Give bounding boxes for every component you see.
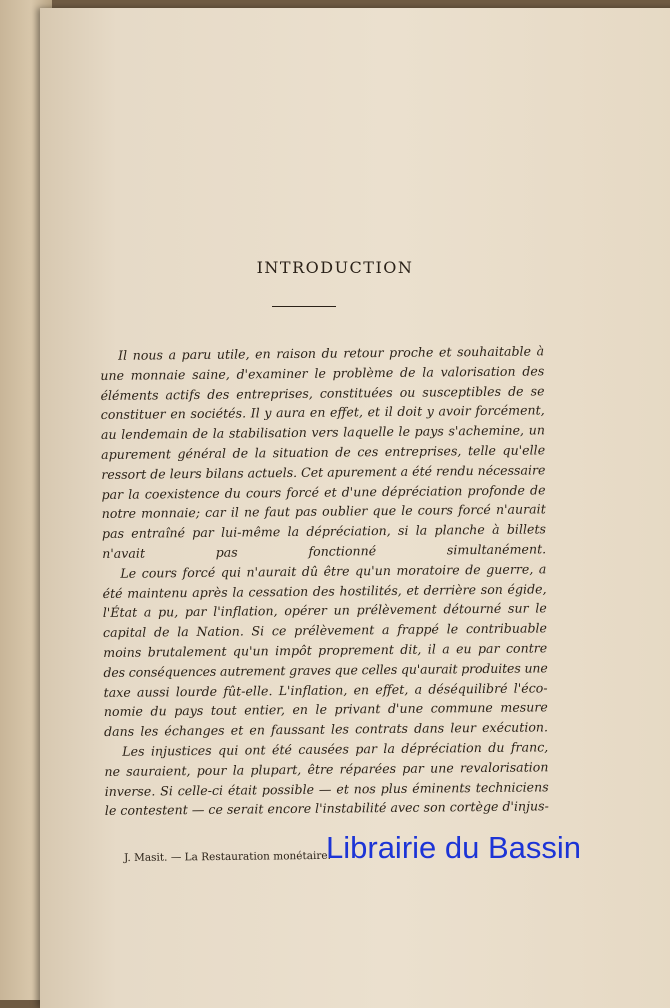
text-line: l'État a pu, par l'inflation, opérer un prélèvement détourné sur le [102, 600, 547, 621]
text-line: éléments actifs des entreprises, constituées ou susceptibles de se [100, 382, 545, 403]
text-line: pas entraîné par lui-même la dépréciation, si la planche à billets [101, 521, 547, 542]
text-line: Les injustices qui ont été causées par la dépréciation du franc, [122, 739, 549, 759]
text-line: ressort de leurs bilans actuels. Cet apurement a été rendu nécessaire [101, 462, 546, 482]
text-line: le contestent — ce serait encore l'instabilité avec son cortège d'injus- [104, 798, 549, 819]
title-rule [272, 306, 336, 307]
text-line: été maintenu après la cessation des hostilités, et derrière son égide, [102, 580, 547, 601]
text-line: ne sauraient, pour la plupart, être réparées par une revalorisation [104, 759, 549, 779]
text-line: constituer en sociétés. Il y aura en effet, et il doit y avoir forcément, [100, 402, 545, 423]
text-line: par la coexistence du cours forcé et d'une dépréciation profonde de [101, 481, 546, 502]
chapter-title: INTRODUCTION [256, 258, 414, 277]
text-line: capital de la Nation. Si ce prélèvement a frappé le contribuable [102, 620, 548, 641]
text-line: des conséquences autrement graves que celles qu'aurait produites une [103, 660, 548, 680]
text-line: inverse. Si celle-ci était possible — et nos plus éminents techniciens [104, 778, 549, 799]
text-line: moins brutalement qu'un impôt proprement dit, il a eu par contre [103, 640, 548, 660]
paragraph-1 [100, 341, 546, 563]
text-line: nomie du pays tout entier, en le privant d'une commune mesure [103, 699, 548, 720]
text-line: n'avait pas fonctionné simultanément. [102, 541, 547, 561]
paragraph-3 [104, 737, 549, 821]
text-line: Le cours forcé qui n'aurait dû être qu'un moratoire de guerre, a [120, 561, 547, 581]
watermark: Librairie du Bassin [326, 830, 582, 865]
text-line: dans les échanges et en faussant les contrats dans leur exécution. [103, 719, 549, 740]
text-line: apurement général de la situation de ces entreprises, telle qu'elle [101, 442, 546, 462]
body-text [100, 341, 549, 821]
page-footer: J. Masit. — La Restauration monétaire. [124, 849, 331, 864]
text-line: au lendemain de la stabilisation vers laquelle le pays s'achemine, un [100, 422, 545, 443]
text-line: une monnaie saine, d'examiner le problème de la valorisation des [100, 363, 545, 383]
bleed-through-text [360, 118, 590, 258]
text-line: notre monnaie; car il ne faut pas oublier que le cours forcé n'aurait [101, 501, 546, 522]
text-line: taxe aussi lourde fût-elle. L'inflation, en effet, a déséquilibré l'éco- [103, 679, 548, 700]
text-line: Il nous a paru utile, en raison du retour proche et souhaitable à [118, 343, 545, 363]
paragraph-2 [102, 559, 548, 742]
